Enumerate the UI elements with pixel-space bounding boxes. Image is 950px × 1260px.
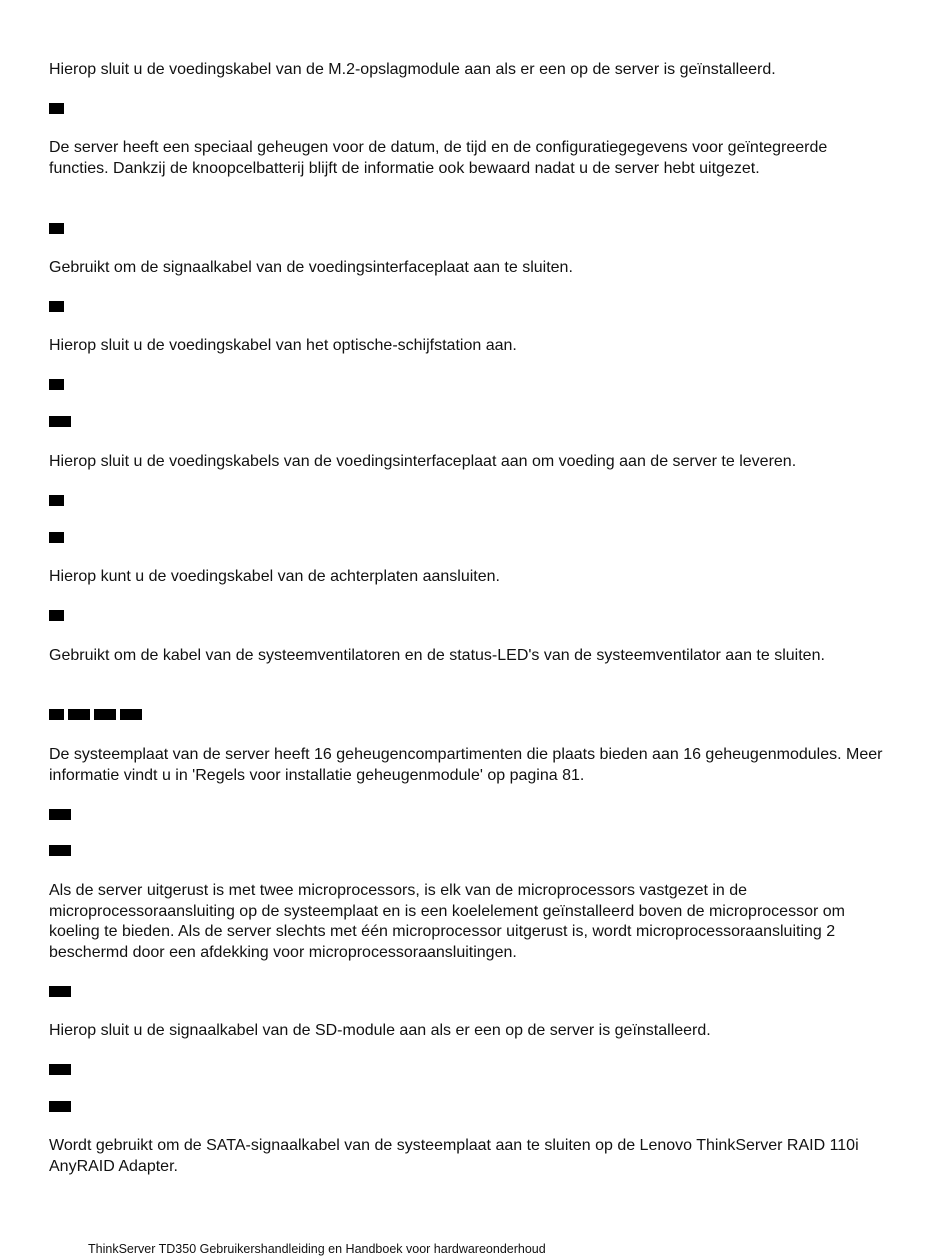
callout-marker — [49, 416, 71, 427]
callout-marker — [49, 495, 64, 506]
callout-marker — [49, 610, 64, 621]
paragraph-backplate-power: Hierop kunt u de voedingskabel van de achterplaten aansluiten. — [49, 568, 500, 585]
paragraph-optical-power: Hierop sluit u de voedingskabel van het optische-schijfstation aan. — [49, 337, 517, 354]
paragraph-m2-power: Hierop sluit u de voedingskabel van de M.2-opslagmodule aan als er een op de server is geïnstalleerd. — [49, 61, 776, 78]
paragraph-fan-cable: Gebruikt om de kabel van de systeemventilatoren en de status-LED's van de systeemventilator aan te sluiten. — [49, 647, 825, 664]
paragraph-microprocessor: Als de server uitgerust is met twee microprocessors, is elk van de microprocessors vastgezet in de microprocessoraansluiting op de systeemplaat en is een koelelement geïnstalleerd boven de microprocessor om koeling te bieden. Als de server slechts met één microprocessor uitgerust is, wordt microprocessoraansluiting 2 beschermd door een afdekking voor microprocessoraansluitingen. — [49, 882, 845, 961]
callout-marker — [49, 301, 64, 312]
callout-marker — [49, 532, 64, 543]
callout-marker — [49, 379, 64, 390]
paragraph-coin-battery: De server heeft een speciaal geheugen voor de datum, de tijd en de configuratiegegevens voor geïntegreerde functies. Dankzij de knoopcelbatterij blijft de informatie ook bewaard nadat u de server hebt uitgezet. — [49, 139, 828, 177]
callout-marker — [49, 103, 64, 114]
callout-marker — [49, 223, 64, 234]
callout-marker — [49, 1101, 71, 1112]
paragraph-sata-signal: Wordt gebruikt om de SATA-signaalkabel van de systeemplaat aan te sluiten op de Lenovo ThinkServer RAID 110i AnyRAID Adapter. — [49, 1137, 859, 1175]
callout-marker-group — [49, 709, 142, 720]
callout-marker — [49, 1064, 71, 1075]
callout-marker — [49, 809, 71, 820]
paragraph-memory-slots: De systeemplaat van de server heeft 16 geheugencompartimenten die plaats bieden aan 16 geheugenmodules. Meer informatie vindt u in 'Regels voor installatie geheugenmodule' op pagina 81. — [49, 746, 883, 784]
paragraph-sd-module: Hierop sluit u de signaalkabel van de SD-module aan als er een op de server is geïnstalleerd. — [49, 1022, 711, 1039]
page-footer: ThinkServer TD350 Gebruikershandleiding en Handboek voor hardwareonderhoud — [88, 1242, 546, 1256]
callout-marker — [49, 845, 71, 856]
callout-marker — [49, 986, 71, 997]
paragraph-pib-signal: Gebruikt om de signaalkabel van de voedingsinterfaceplaat aan te sluiten. — [49, 259, 573, 276]
paragraph-pib-power: Hierop sluit u de voedingskabels van de voedingsinterfaceplaat aan om voeding aan de server te leveren. — [49, 453, 797, 470]
